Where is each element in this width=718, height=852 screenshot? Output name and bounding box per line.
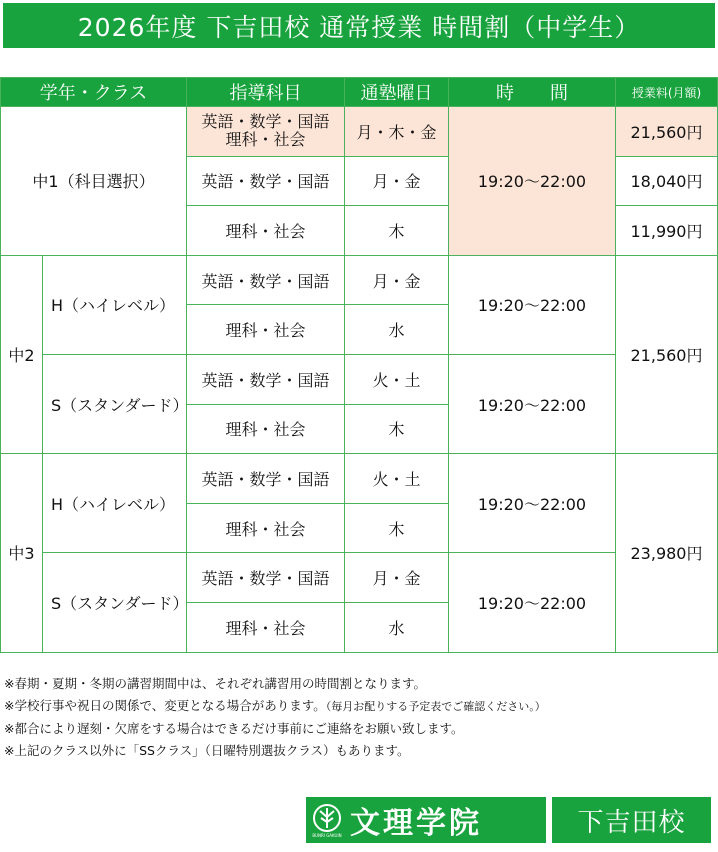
subject-line: 英語・数学・国語 xyxy=(201,112,330,132)
notes xyxy=(4,673,716,762)
table-row xyxy=(1,107,718,157)
table-row xyxy=(1,354,718,404)
logo-brand-box xyxy=(306,797,546,843)
header-fee: 授業料(月額) xyxy=(616,78,718,107)
title-bar xyxy=(3,3,715,48)
schedule-table xyxy=(0,77,718,653)
fee-cell: 11,990円 xyxy=(616,206,718,256)
subject-cell: 理科・社会 xyxy=(187,404,345,454)
subject-cell: 理科・社会 xyxy=(187,602,345,652)
logo-campus-box xyxy=(552,797,711,843)
subject-cell: 理科・社会 xyxy=(187,206,345,256)
logo-mark xyxy=(310,800,344,840)
table-row xyxy=(1,553,718,603)
days-cell: 水 xyxy=(345,305,449,355)
days-cell: 月・木・金 xyxy=(345,107,449,157)
header-subject: 指導科目 xyxy=(187,78,345,107)
time-cell: 19:20〜22:00 xyxy=(449,454,616,553)
fee-cell: 21,560円 xyxy=(616,107,718,157)
days-cell: 月・金 xyxy=(345,255,449,305)
note-text-small: （毎月お配りする予定表でご確認ください。） xyxy=(325,700,546,713)
logo-brand: 文理学院 xyxy=(350,806,482,841)
logo-emblem-icon xyxy=(312,803,342,833)
time-cell: 19:20〜22:00 xyxy=(449,107,616,256)
table-header-row xyxy=(1,78,718,107)
fee-cell: 23,980円 xyxy=(616,454,718,652)
days-cell: 火・土 xyxy=(345,454,449,504)
note-item: ※上記のクラス以外に「SSクラス」（日曜特別選抜クラス）もあります。 xyxy=(4,743,410,758)
time-cell: 19:20〜22:00 xyxy=(449,553,616,652)
subject-cell: 英語・数学・国語 xyxy=(187,553,345,603)
time-cell: 19:20〜22:00 xyxy=(449,255,616,354)
fee-cell: 18,040円 xyxy=(616,156,718,206)
fee-cell: 21,560円 xyxy=(616,255,718,453)
days-cell: 木 xyxy=(345,404,449,454)
grade-cell-1: 中1（科目選択） xyxy=(1,107,187,256)
logo xyxy=(306,797,711,843)
header-time: 時 間 xyxy=(449,78,616,107)
subject-line: 理科・社会 xyxy=(225,130,306,150)
note-item: ※春期・夏期・冬期の講習期間中は、それぞれ講習用の時間割となります。 xyxy=(4,676,426,691)
subject-cell: 英語・数学・国語 xyxy=(187,255,345,305)
subject-cell: 英語・数学・国語 xyxy=(187,156,345,206)
subject-cell: 理科・社会 xyxy=(187,503,345,553)
logo-sub: BUNRI GAKUIN xyxy=(312,832,342,838)
class-cell: S（スタンダード） xyxy=(43,354,187,453)
header-days: 通塾曜日 xyxy=(345,78,449,107)
table-row xyxy=(1,454,718,504)
days-cell: 月・金 xyxy=(345,156,449,206)
class-cell: S（スタンダード） xyxy=(43,553,187,652)
grade-cell-3: 中3 xyxy=(1,454,43,652)
table-row xyxy=(1,255,718,305)
grade-cell-2: 中2 xyxy=(1,255,43,453)
days-cell: 火・土 xyxy=(345,354,449,404)
days-cell: 水 xyxy=(345,602,449,652)
subject-cell: 英語・数学・国語 xyxy=(187,354,345,404)
class-cell: H（ハイレベル） xyxy=(43,255,187,354)
page-title: 2026年度 下吉田校 通常授業 時間割（中学生） xyxy=(77,12,641,42)
logo-campus: 下吉田校 xyxy=(577,807,686,838)
note-text: ※学校行事や祝日の関係で、変更となる場合があります。 xyxy=(4,698,326,713)
header-grade-class: 学年・クラス xyxy=(1,78,187,107)
time-cell: 19:20〜22:00 xyxy=(449,354,616,453)
subject-cell xyxy=(187,107,345,157)
note-item: ※都合により遅刻・欠席をする場合はできるだけ事前にご連絡をお願い致します。 xyxy=(4,721,464,736)
days-cell: 月・金 xyxy=(345,553,449,603)
subject-cell: 英語・数学・国語 xyxy=(187,454,345,504)
note-item xyxy=(4,695,716,718)
days-cell: 木 xyxy=(345,503,449,553)
class-cell: H（ハイレベル） xyxy=(43,454,187,553)
subject-cell: 理科・社会 xyxy=(187,305,345,355)
days-cell: 木 xyxy=(345,206,449,256)
